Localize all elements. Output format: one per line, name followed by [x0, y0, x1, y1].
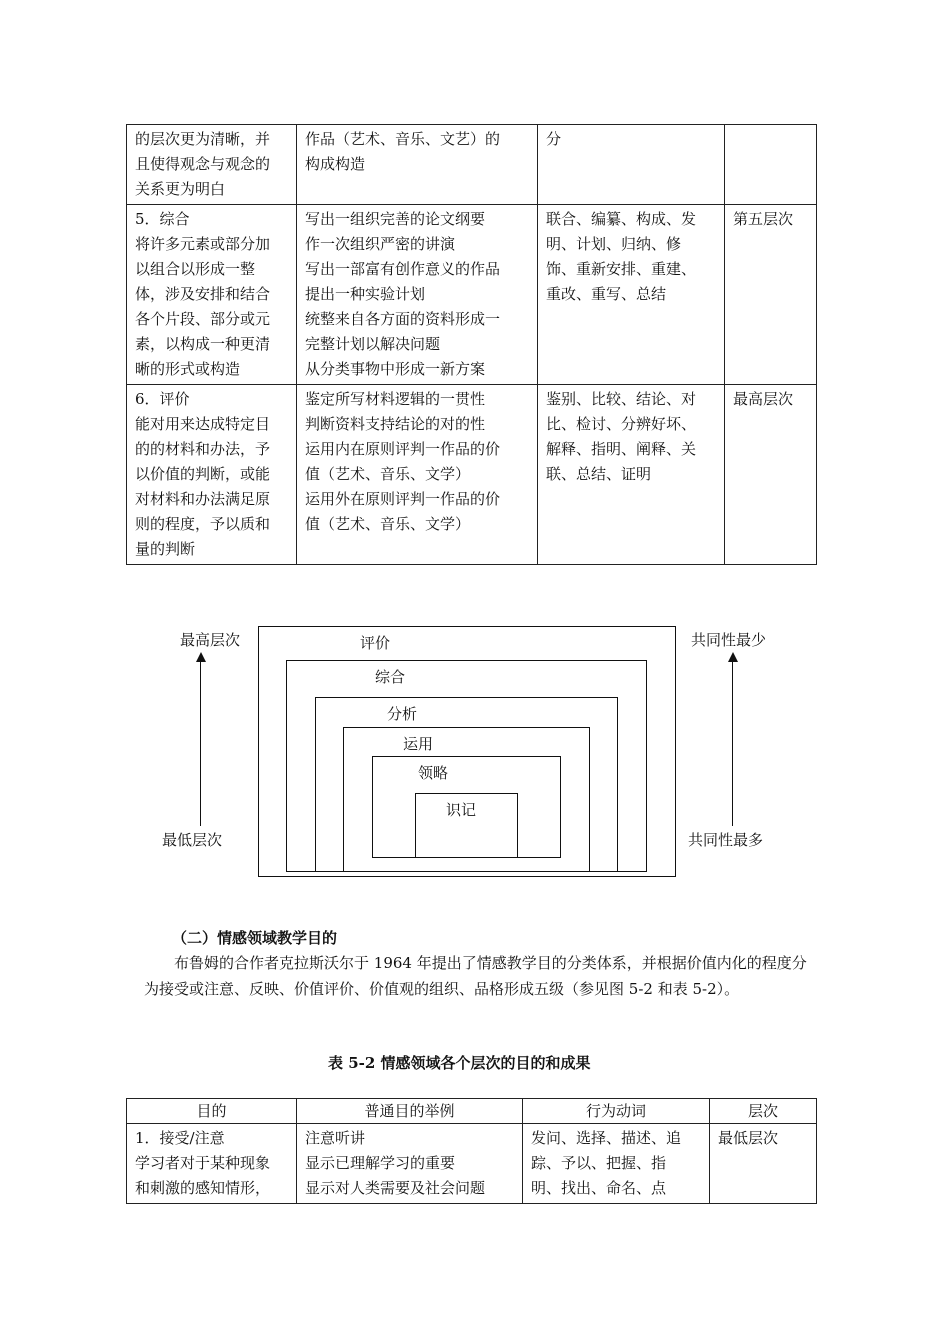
examples-cell — [297, 205, 538, 385]
cell-line: 运用外在原则评判一作品的价 — [305, 490, 501, 508]
cell-line: 值（艺术、音乐、文学） — [305, 465, 471, 483]
header-goal: 目的 — [127, 1099, 297, 1124]
level-label-application: 运用 — [403, 735, 434, 753]
level-label-comprehension: 领略 — [418, 764, 449, 782]
cell-line: 作品（艺术、音乐、文艺）的 — [305, 130, 501, 148]
cell-line: 作一次组织严密的讲演 — [305, 235, 456, 253]
cell-line: 联合、编纂、构成、发 — [546, 210, 697, 228]
level-cell — [725, 205, 817, 385]
goal-cell — [127, 205, 297, 385]
table2-header-row — [127, 1099, 817, 1124]
affective-goals-table — [126, 1098, 817, 1204]
cell-line: 显示已理解学习的重要 — [305, 1154, 456, 1172]
table-row — [127, 125, 817, 205]
cell-line: 5．综合 — [135, 210, 190, 228]
section-paragraph-text: 布鲁姆的合作者克拉斯沃尔于 1964 年提出了情感教学目的分类体系，并根据价值内化的程度分为接受或注意、反映、价值评价、价值观的组织、品格形成五级（参见图 5-2 和表 5-2）。 — [144, 954, 807, 998]
verbs-cell — [538, 205, 725, 385]
lowest-level-label: 最低层次 — [162, 831, 223, 849]
level-text: 第五层次 — [733, 210, 794, 228]
cell-line: 将许多元素或部分加 — [135, 235, 271, 253]
cell-line: 运用内在原则评判一作品的价 — [305, 440, 501, 458]
cell-line: 联、总结、证明 — [546, 465, 652, 483]
cell-line: 发问、选择、描述、追 — [531, 1129, 682, 1147]
highest-level-label: 最高层次 — [180, 631, 241, 649]
cell-line: 从分类事物中形成一新方案 — [305, 360, 486, 378]
verbs-cell — [523, 1124, 710, 1204]
cognitive-goals-table — [126, 124, 817, 565]
section-paragraph — [144, 950, 812, 1002]
level-cell — [710, 1124, 817, 1204]
level-cell — [725, 385, 817, 565]
cell-line: 各个片段、部分或元 — [135, 310, 271, 328]
examples-cell — [297, 125, 538, 205]
cell-line: 分 — [546, 130, 562, 148]
cell-line: 统整来自各方面的资料形成一 — [305, 310, 501, 328]
cell-line: 鉴别、比较、结论、对 — [546, 390, 697, 408]
level-label-synthesis: 综合 — [375, 668, 406, 686]
header-verbs: 行为动词 — [523, 1099, 710, 1124]
cell-line: 写出一部富有创作意义的作品 — [305, 260, 501, 278]
level-text: 最低层次 — [718, 1129, 779, 1147]
cell-line: 明、找出、命名、点 — [531, 1179, 667, 1197]
cell-line: 值（艺术、音乐、文学） — [305, 515, 471, 533]
goal-cell — [127, 385, 297, 565]
level-label-analysis: 分析 — [387, 705, 418, 723]
cell-line: 则的程度，予以质和 — [135, 515, 271, 533]
cell-line: 和刺激的感知情形， — [135, 1179, 271, 1197]
examples-cell — [297, 1124, 523, 1204]
header-level: 层次 — [710, 1099, 817, 1124]
goal-cell — [127, 1124, 297, 1204]
cell-line: 构成构造 — [305, 155, 366, 173]
level-label-evaluation: 评价 — [360, 634, 391, 652]
cell-line: 素，以构成一种更清 — [135, 335, 271, 353]
table-row — [127, 205, 817, 385]
header-examples: 普通目的举例 — [297, 1099, 523, 1124]
section-heading: （二）情感领域教学目的 — [172, 929, 338, 947]
cell-line: 注意听讲 — [305, 1129, 366, 1147]
cell-line: 完整计划以解决问题 — [305, 335, 441, 353]
verbs-cell — [538, 385, 725, 565]
cell-line: 能对用来达成特定目 — [135, 415, 271, 433]
cell-line: 且使得观念与观念的 — [135, 155, 271, 173]
examples-cell — [297, 385, 538, 565]
cell-line: 判断资料支持结论的对的性 — [305, 415, 486, 433]
cell-line: 显示对人类需要及社会问题 — [305, 1179, 486, 1197]
cell-line: 以组合以形成一整 — [135, 260, 256, 278]
cell-line: 饰、重新安排、重建、 — [546, 260, 697, 278]
cell-line: 晰的形式或构造 — [135, 360, 241, 378]
table2-caption: 表 5-2 情感领域各个层次的目的和成果 — [328, 1054, 591, 1072]
cell-line: 明、计划、归纳、修 — [546, 235, 682, 253]
least-commonality-label: 共同性最少 — [691, 631, 767, 649]
level-text: 最高层次 — [733, 390, 794, 408]
cell-line: 解释、指明、阐释、关 — [546, 440, 697, 458]
cell-line: 1．接受/注意 — [135, 1129, 225, 1147]
cell-line: 重改、重写、总结 — [546, 285, 667, 303]
cell-line: 提出一种实验计划 — [305, 285, 426, 303]
cell-line: 比、检讨、分辨好坏、 — [546, 415, 697, 433]
cell-line: 对材料和办法满足原 — [135, 490, 271, 508]
cell-line: 量的判断 — [135, 540, 196, 558]
cell-line: 的层次更为清晰，并 — [135, 130, 271, 148]
cell-line: 踪、予以、把握、指 — [531, 1154, 667, 1172]
level-label-knowledge: 识记 — [446, 801, 477, 819]
level-cell — [725, 125, 817, 205]
cell-line: 以价值的判断，或能 — [135, 465, 271, 483]
cell-line: 6．评价 — [135, 390, 190, 408]
cell-line: 鉴定所写材料逻辑的一贯性 — [305, 390, 486, 408]
right-arrow-shaft — [732, 660, 733, 826]
goal-cell — [127, 125, 297, 205]
table-row — [127, 1124, 817, 1204]
most-commonality-label: 共同性最多 — [688, 831, 764, 849]
verbs-cell — [538, 125, 725, 205]
cell-line: 学习者对于某种现象 — [135, 1154, 271, 1172]
left-arrow-shaft — [200, 660, 201, 826]
cell-line: 关系更为明白 — [135, 180, 226, 198]
table-row — [127, 385, 817, 565]
cell-line: 体，涉及安排和结合 — [135, 285, 271, 303]
cell-line: 的的材料和办法，予 — [135, 440, 271, 458]
cell-line: 写出一组织完善的论文纲要 — [305, 210, 486, 228]
